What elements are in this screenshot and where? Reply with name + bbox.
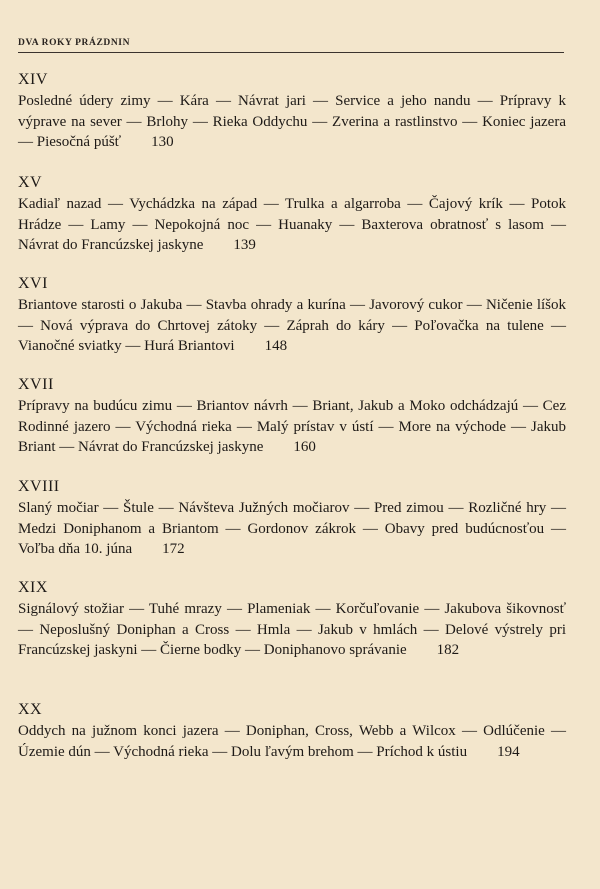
chapter-numeral: XIV [18,71,48,88]
chapter-text: Briantove starosti o Jakuba — Stavba ohrady a kurína — Javorový cukor — Ničenie líšok — Nová výprava do Chrtovej zátoky — Záprah do káry — Poľovačka na tulene — Vianočné sviatky — Hurá Briantovi [18,297,566,355]
chapter-xviii [18,477,566,560]
chapter-text: Kadiaľ nazad — Vychádzka na západ — Trulka a algarroba — Čajový krík — Potok Hrádze — Lamy — Nepokojná noc — Huanaky — Baxterova obratnosť s lasom — Návrat do Francúzskej jaskyne [18,196,566,254]
header-rule [18,52,564,53]
page-number: 182 [436,642,460,659]
chapter-text: Signálový stožiar — Tuhé mrazy — Plameniak — Korčuľovanie — Jakubova šikovnosť — Neposlušný Doniphan a Cross — Hmla — Jakub v hmlách — Delové výstrely pri Francúzskej jaskyni — Čierne bodky — Doniphanovo správanie [18,601,566,659]
running-title: DVA ROKY PRÁZDNIN [18,38,131,48]
chapter-contents [18,295,566,357]
chapter-contents [18,194,566,256]
page-number: 172 [162,541,185,558]
chapter-xvii [18,375,566,458]
chapter-xiv [18,70,566,153]
chapter-numeral: XVII [18,376,54,393]
page-number: 160 [293,439,316,456]
chapter-text: Oddych na južnom konci jazera — Doniphan, Cross, Webb a Wilcox — Odlúčenie — Územie dún — Východná rieka — Dolu ľavým brehom — Príchod k ústiu [18,723,566,760]
chapter-numeral: XIX [18,579,48,596]
chapter-contents [18,599,566,661]
chapter-contents [18,91,566,153]
chapter-contents [18,498,566,560]
chapter-text: Slaný močiar — Štule — Návšteva Južných močiarov — Pred zimou — Rozličné hry — Medzi Doniphanom a Briantom — Gordonov zákrok — Obavy pred budúcnosťou — Voľba dňa 10. júna [18,500,566,558]
chapter-xv [18,173,566,256]
chapter-xvi [18,274,566,357]
chapter-text: Prípravy na budúcu zimu — Briantov návrh — Briant, Jakub a Moko odchádzajú — Cez Rodinné jazero — Východná rieka — Malý prístav v ústí — More na východe — Jakub Briant — Návrat do Francúzskej jaskyne [18,398,566,456]
page-number: 139 [233,237,256,254]
chapter-numeral: XX [18,701,43,718]
page-number: 130 [151,134,174,151]
chapter-xix [18,578,566,661]
page-number: 194 [497,743,520,760]
chapter-numeral: XVIII [18,478,60,495]
chapter-text: Posledné údery zimy — Kára — Návrat jari — Service a jeho nandu — Prípravy k výprave na sever — Brlohy — Rieka Oddychu — Zverina a rastlinstvo — Koniec jazera — Piesočná púšť [18,93,566,151]
chapter-contents [18,396,566,458]
page-number: 148 [264,338,288,355]
chapter-numeral: XV [18,174,43,191]
chapter-contents [18,721,566,762]
chapter-numeral: XVI [18,275,48,292]
chapter-xx [18,700,566,762]
